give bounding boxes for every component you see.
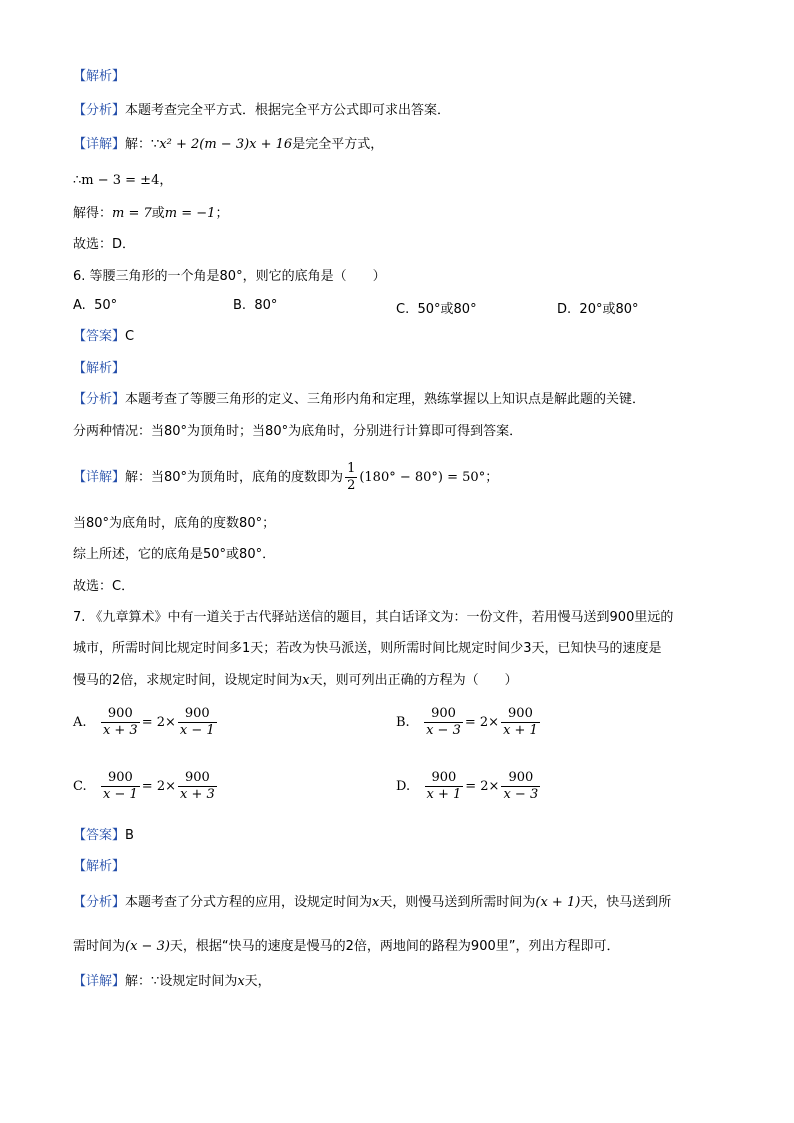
q6-half-den: 2	[347, 478, 356, 493]
q6-detail1-prefix: 解：当80°为顶角时，底角的度数即为	[125, 470, 344, 485]
q7-option-c-letter: C.	[73, 779, 87, 794]
q6-answer-value: C	[125, 329, 135, 344]
q5-step1	[73, 172, 172, 190]
q7-analysis-var: x	[372, 895, 380, 910]
q7-stem3-var: x	[302, 673, 310, 688]
q7-option-a	[73, 706, 219, 739]
because-symbol-icon: ∵	[151, 974, 160, 989]
q6-option-a	[73, 298, 117, 313]
q5-detail-prefix: 解：∵	[125, 137, 160, 152]
q7-detail-b: 天，	[244, 974, 271, 989]
q6-analysis	[73, 391, 645, 409]
q7-analysis2	[73, 938, 619, 956]
q7-a-d1: x + 3	[102, 723, 138, 738]
q6-jiexi-tag	[73, 360, 125, 378]
q7-c-frac2	[178, 770, 217, 803]
q7-jiexi-tag	[73, 858, 125, 876]
q7-a-frac2	[178, 706, 217, 739]
q7-option-d	[396, 770, 542, 803]
q6-choose-text: 故选：C．	[73, 579, 135, 594]
q5-step2-prefix: 解得：	[73, 206, 113, 221]
q6-option-c	[396, 298, 477, 317]
q7-d-mid: = 2×	[465, 779, 500, 794]
q6-detail2	[73, 515, 275, 533]
q5-analysis-text: 本题考查完全平方式．根据完全平方公式即可求出答案．	[125, 103, 451, 118]
q7-c-d1: x − 1	[103, 787, 138, 802]
q7-analysis-expr1: (x + 1)	[535, 895, 581, 910]
q7-analysis2-expr: (x − 3)	[125, 939, 170, 954]
q6-analysis2	[73, 423, 522, 441]
q5-jiexi-tag	[73, 68, 125, 86]
q7-d-n1: 900	[425, 770, 464, 787]
xiangjie-label: 【详解】	[73, 137, 126, 152]
q5-step2-a: m = 7	[112, 206, 152, 221]
q7-option-a-letter: A.	[73, 715, 87, 730]
q5-step2-b: m = −1	[164, 206, 216, 221]
jiexi-label: 【解析】	[73, 859, 126, 874]
q6-option-b-letter: B.	[233, 298, 247, 313]
q5-step2-end: ；	[215, 206, 229, 221]
fenxi-label: 【分析】	[73, 103, 126, 118]
q6-option-d	[557, 298, 639, 317]
q7-c-frac1	[101, 770, 140, 803]
q6-option-d-text: 20°或80°	[579, 302, 639, 317]
q7-analysis	[73, 894, 671, 912]
q7-stem3-prefix: 慢马的2倍，求规定时间，设规定时间为	[73, 673, 303, 688]
q6-option-b	[233, 298, 277, 313]
q5-analysis	[73, 102, 450, 120]
q6-stem	[73, 268, 386, 286]
fenxi-label: 【分析】	[73, 392, 126, 407]
q6-detail3	[73, 546, 275, 564]
q6-detail2-text: 当80°为底角时，底角的度数80°；	[73, 516, 276, 531]
q6-option-c-text: 50°或80°	[417, 302, 477, 317]
q7-analysis-a: 本题考查了分式方程的应用，设规定时间为	[125, 895, 373, 910]
jiexi-label: 【解析】	[73, 361, 126, 376]
q7-b-d1: x − 3	[426, 723, 461, 738]
q7-d-frac2	[501, 770, 540, 803]
q5-choose-text: 故选：D．	[73, 237, 136, 252]
q7-stem2	[73, 640, 662, 658]
q7-stem3	[73, 672, 518, 690]
q7-analysis-b: 天，则慢马送到所需时间为	[379, 895, 536, 910]
q6-half-fraction	[345, 461, 357, 494]
q7-d-n2: 900	[501, 770, 540, 787]
q7-d-d2: x − 3	[503, 787, 539, 802]
q7-a-frac1	[101, 706, 140, 739]
q7-c-n2: 900	[178, 770, 217, 787]
q7-d-frac1	[425, 770, 464, 803]
xiangjie-label: 【详解】	[73, 470, 126, 485]
q5-step2-or: 或	[151, 206, 165, 221]
q7-answer	[73, 827, 134, 845]
q6-option-c-letter: C.	[396, 302, 410, 317]
daan-label: 【答案】	[73, 828, 126, 843]
q7-analysis2-b: 天，根据“快马的速度是慢马的2倍，两地间的路程为900里”，列出方程即可．	[169, 939, 620, 954]
q7-c-mid: = 2×	[141, 779, 176, 794]
q6-answer	[73, 328, 134, 346]
q7-a-mid: = 2×	[141, 715, 176, 730]
q5-detail-expr: x² + 2(m − 3)x + 16	[159, 137, 293, 152]
q6-detail1-end: ；	[485, 470, 499, 485]
q5-choose	[73, 236, 135, 254]
q7-analysis2-a: 需时间为	[73, 939, 126, 954]
q7-b-frac1	[424, 706, 463, 739]
q6-option-a-text: 50°	[94, 298, 118, 313]
q7-c-n1: 900	[101, 770, 140, 787]
q6-analysis2-text: 分两种情况：当80°为顶角时；当80°为底角时，分别进行计算即可得到答案．	[73, 424, 523, 439]
q6-detail3-text: 综上所述，它的底角是50°或80°．	[73, 547, 276, 562]
q7-b-n2: 900	[501, 706, 540, 723]
q7-b-mid: = 2×	[464, 715, 500, 730]
q7-stem3-suffix: 天，则可列出正确的方程为（ ）	[309, 673, 518, 688]
daan-label: 【答案】	[73, 329, 126, 344]
q7-detail-prefix: 解：	[125, 974, 152, 989]
q7-detail-var: x	[237, 974, 245, 989]
q7-a-d2: x − 1	[179, 723, 215, 738]
q7-d-d1: x + 1	[426, 787, 462, 802]
q7-a-n1: 900	[101, 706, 140, 723]
q5-step2	[73, 205, 228, 223]
q6-detail1-expr: (180° − 80°) = 50°	[359, 470, 486, 485]
q7-a-n2: 900	[178, 706, 217, 723]
q6-option-b-text: 80°	[254, 298, 278, 313]
q7-analysis-c: 天，快马送到所	[580, 895, 672, 910]
q7-stem1	[73, 609, 673, 627]
q7-detail-a: 设规定时间为	[159, 974, 238, 989]
q7-c-d2: x + 3	[180, 787, 215, 802]
q7-stem2-text: 城市，所需时间比规定时间多1天；若改为快马派送，则所需时间比规定时间少3天，已知快马的速度是	[73, 641, 662, 656]
q6-choose	[73, 578, 134, 596]
q7-option-c	[73, 770, 219, 803]
q6-option-d-letter: D.	[557, 302, 572, 317]
q7-b-n1: 900	[424, 706, 463, 723]
q6-analysis-text: 本题考查了等腰三角形的定义、三角形内角和定理，熟练掌握以上知识点是解此题的关键．	[125, 392, 646, 407]
q7-b-d2: x + 1	[503, 723, 538, 738]
q7-answer-value: B	[125, 828, 134, 843]
q7-stem1-text: 7. 《九章算术》中有一道关于古代驿站送信的题目，其白话译文为：一份文件，若用慢马送到900里远的	[73, 610, 674, 625]
q7-option-d-letter: D.	[396, 779, 411, 794]
q6-option-a-letter: A.	[73, 298, 86, 313]
jiexi-label: 【解析】	[73, 69, 126, 84]
q7-option-b	[396, 706, 542, 739]
xiangjie-label: 【详解】	[73, 974, 126, 989]
q7-b-frac2	[501, 706, 540, 739]
q5-detail	[73, 136, 383, 154]
fenxi-label: 【分析】	[73, 895, 126, 910]
q6-detail1	[73, 460, 498, 496]
q6-stem-text: 6. 等腰三角形的一个角是80°，则它的底角是（ ）	[73, 269, 386, 284]
q7-option-b-letter: B.	[396, 715, 410, 730]
q6-half-num: 1	[347, 461, 356, 476]
q5-step1-text: ∴m − 3 = ±4，	[73, 173, 173, 188]
q5-detail-suffix: 是完全平方式，	[292, 137, 384, 152]
q7-detail	[73, 973, 271, 991]
